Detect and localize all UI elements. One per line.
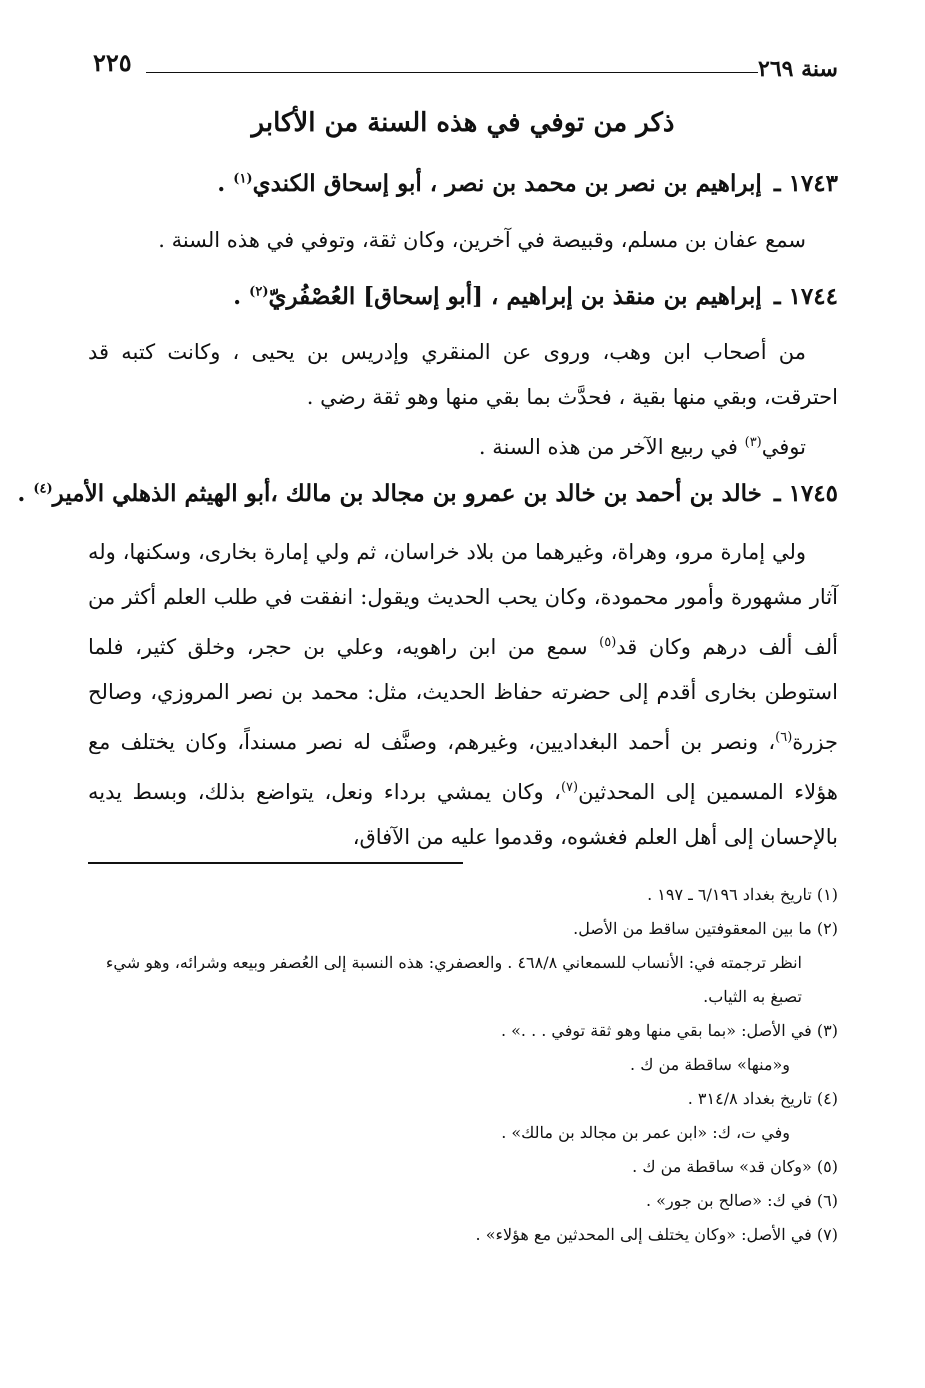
body-text: ، وكان يمشي برداء ونعل، يتواضع بذلك، وبسط يديه بالإحسان إلى أهل العلم فغشوه، وقدموا عليه من الآفاق، (88, 780, 838, 849)
footnote: (٢) ما بين المعقوفتين ساقط من الأصل. (573, 919, 838, 938)
body-text: في ربيع الآخر من هذه السنة . (478, 435, 745, 459)
footnote-ref: (١) (233, 171, 253, 187)
footnote: (٤) تاريخ بغداد ٣١٤/٨ . (687, 1089, 838, 1108)
entry-title: إبراهيم بن منقذ بن إبراهيم ، [أبو إسحاق] العُصْفُريّ (268, 283, 762, 310)
entry-title: إبراهيم بن نصر بن محمد بن نصر ، أبو إسحاق الكندي (252, 170, 762, 197)
footnote-ref: (٦) (775, 730, 793, 745)
footnote-ref: (٧) (560, 780, 579, 795)
entry-heading: ١٧٤٥ ـ خالد بن أحمد بن خالد بن عمرو بن مجالد بن مالك ،أبو الهيثم الذهلي الأمير$^{(٤)}$ . (17, 480, 838, 507)
entry-body (88, 330, 838, 420)
footnote-separator (88, 862, 463, 864)
footnote-ref: (٥) (599, 635, 617, 650)
footnote: (٣) في الأصل: «بما بقي منها وهو ثقة توفي . . .» . (500, 1021, 838, 1040)
page-number: ٢٢٥ (93, 48, 132, 77)
entry-title: خالد بن أحمد بن خالد بن عمرو بن مجالد بن مالك ،أبو الهيثم الذهلي الأمير (52, 480, 762, 507)
entry-body (88, 218, 838, 263)
entry-number: ١٧٤٤ ـ (773, 283, 838, 310)
footnote: (١) تاريخ بغداد ٦/١٩٦ ـ ١٩٧ . (647, 885, 838, 904)
footnote: (٧) في الأصل: «وكان يختلف إلى المحدثين مع هؤلاء» . (475, 1225, 838, 1244)
footnotes (88, 878, 838, 1252)
page-header (88, 48, 838, 82)
entry-number: ١٧٤٥ ـ (773, 480, 838, 507)
footnote: وفي ت، ك: «ابن عمر بن مجالد بن مالك» . (501, 1123, 790, 1142)
entry-body (88, 420, 838, 470)
footnote: و«منها» ساقطة من ك . (630, 1055, 790, 1074)
body-text: سمع من ابن راهويه، وعلي بن حجر، وخلق كثير، فلما استوطن بخارى أقدم إلى حضرته حفاظ الحديث، مثل: محمد بن نصر المروزي، وصالح جزرة (88, 635, 838, 754)
body-text: من أصحاب ابن وهب، وروى عن المنقري وإدريس بن يحيى ، وكانت كتبه قد احترقت، وبقي منها بقية ، فحدَّث بما بقي منها وهو ثقة رضي . (88, 340, 838, 409)
footnote-ref: (٢) (249, 284, 269, 300)
entry-heading: ١٧٤٤ ـ إبراهيم بن منقذ بن إبراهيم ، [أبو إسحاق] العُصْفُريّ$^{(٢)}$ . (233, 283, 838, 310)
book-page (17, 40, 838, 1360)
entry-heading: ١٧٤٣ ـ إبراهيم بن نصر بن محمد بن نصر ، أبو إسحاق الكندي$^{(١)}$ . (217, 170, 838, 197)
section-title: ذكر من توفي في هذه السنة من الأكابر (251, 108, 675, 138)
footnote: (٦) في ك: «صالح بن جور» . (645, 1191, 838, 1210)
body-text: توفي (761, 435, 806, 459)
footnote: (٥) «وكان قد» ساقطة من ك . (632, 1157, 838, 1176)
body-text: سمع عفان بن مسلم، وقبيصة في آخرين، وكان ثقة، وتوفي في هذه السنة . (158, 228, 806, 252)
body-text: ولي إمارة مرو، وهراة، وغيرهما من بلاد خراسان، ثم ولي إمارة بخارى، وسكنها، وله آثار مشهورة وأمور محمودة، وكان يحب الحديث ويقول: انفقت في طلب العلم أكثر من ألف ألف درهم وكان قد (88, 540, 838, 659)
entry-number: ١٧٤٣ ـ (773, 170, 838, 197)
header-rule (146, 72, 758, 73)
footnote-ref: (٣) (744, 435, 762, 450)
footnote: انظر ترجمته في: الأنساب للسمعاني ٤٦٨/٨ . والعصفري: هذه النسبة إلى العُصفر وبيعه وشرائه، وهو شيء تصبغ به الثياب. (105, 953, 802, 1006)
entry-body (88, 530, 838, 860)
running-title: سنة ٢٦٩ (758, 56, 838, 82)
footnote-ref: (٤) (33, 481, 53, 497)
body-text: ، ونصر بن أحمد البغداديين، وغيرهم، وصنَّف له نصر مسنداً، وكان يختلف مع هؤلاء المسمين إلى المحدثين (88, 730, 838, 804)
